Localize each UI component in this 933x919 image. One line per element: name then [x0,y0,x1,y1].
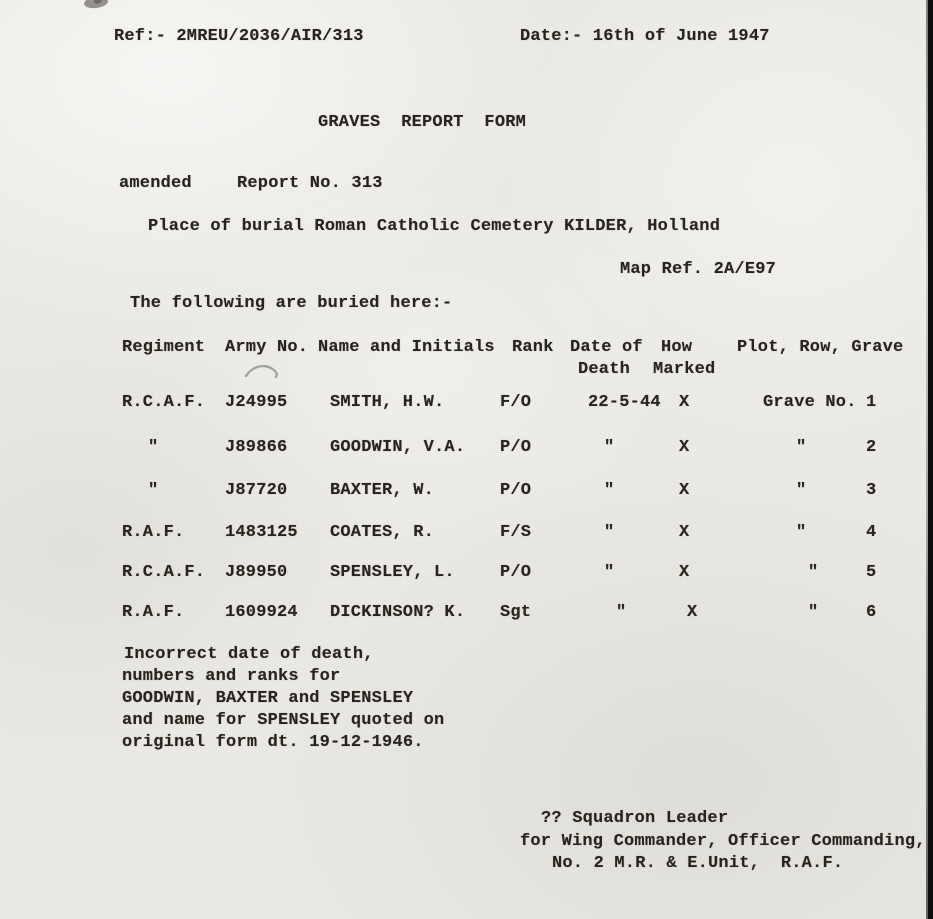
col-header-rank: Rank [512,338,554,357]
correction-note-line: original form dt. 19-12-1946. [122,733,424,752]
cell-regiment: R.C.A.F. [122,393,206,412]
col-header-name: Name and Initials [318,338,495,357]
cell-rank: P/O [500,563,532,582]
correction-note-line: Incorrect date of death, [124,645,374,664]
cell-grave-no: 4 [866,523,877,542]
signature-line: ?? Squadron Leader [541,809,729,828]
cell-how: X [679,393,690,412]
col-header-marked: Marked [653,360,716,379]
cell-regiment: R.A.F. [122,603,185,622]
cell-army-no: J24995 [225,393,288,412]
pencil-mark-artifact [243,360,283,382]
cell-date: " [604,438,615,457]
cell-army-no: 1483125 [225,523,298,542]
correction-note-line: numbers and ranks for [122,667,341,686]
cell-date: " [604,481,615,500]
signature-line: No. 2 M.R. & E.Unit, R.A.F. [552,854,844,873]
intro-line: The following are buried here:- [130,294,453,313]
cell-rank: F/S [500,523,532,542]
cell-plot: " [796,438,807,457]
cell-rank: Sgt [500,603,532,622]
cell-grave-no: 2 [866,438,877,457]
scan-smudge-artifact [83,0,109,10]
cell-grave-no: 6 [866,603,877,622]
scan-edge-artifact [928,0,933,919]
amended-label: amended [119,174,192,193]
cell-how: X [679,523,690,542]
cell-regiment: " [148,481,159,500]
cell-date: " [604,563,615,582]
date-line: Date:- 16th of June 1947 [520,27,770,46]
cell-regiment: R.A.F. [122,523,185,542]
cell-rank: P/O [500,481,532,500]
col-header-plot: Plot, Row, Grave [737,338,904,357]
place-of-burial: Place of burial Roman Catholic Cemetery KILDER, Holland [148,217,721,236]
cell-date: " [604,523,615,542]
cell-name: SMITH, H.W. [330,393,445,412]
cell-army-no: J89866 [225,438,288,457]
cell-plot: " [796,523,807,542]
col-header-date: Date of [570,338,643,357]
cell-regiment: " [148,438,159,457]
cell-date: 22-5-44 [588,393,661,412]
cell-grave-no: 5 [866,563,877,582]
map-reference: Map Ref. 2A/E97 [620,260,777,279]
col-header-death: Death [578,360,631,379]
cell-army-no: J87720 [225,481,288,500]
form-title: GRAVES REPORT FORM [318,113,527,132]
cell-name: DICKINSON? K. [330,603,466,622]
cell-how: X [679,563,690,582]
cell-name: COATES, R. [330,523,435,542]
cell-grave-no: 1 [866,393,877,412]
cell-regiment: R.C.A.F. [122,563,206,582]
signature-line: for Wing Commander, Officer Commanding, [520,832,926,851]
cell-army-no: J89950 [225,563,288,582]
cell-date: " [616,603,627,622]
correction-note-line: and name for SPENSLEY quoted on [122,711,445,730]
ref-number: Ref:- 2MREU/2036/AIR/313 [114,27,364,46]
cell-grave-no: 3 [866,481,877,500]
cell-how: X [679,481,690,500]
col-header-army-no: Army No. [225,338,309,357]
cell-rank: P/O [500,438,532,457]
cell-rank: F/O [500,393,532,412]
cell-name: GOODWIN, V.A. [330,438,466,457]
cell-plot: " [796,481,807,500]
cell-name: BAXTER, W. [330,481,435,500]
report-number: Report No. 313 [237,174,383,193]
cell-plot: Grave No. [763,393,857,412]
cell-how: X [679,438,690,457]
cell-plot: " [808,563,819,582]
col-header-how: How [661,338,693,357]
cell-how: X [687,603,698,622]
col-header-regiment: Regiment [122,338,206,357]
cell-plot: " [808,603,819,622]
cell-army-no: 1609924 [225,603,298,622]
cell-name: SPENSLEY, L. [330,563,455,582]
correction-note-line: GOODWIN, BAXTER and SPENSLEY [122,689,414,708]
